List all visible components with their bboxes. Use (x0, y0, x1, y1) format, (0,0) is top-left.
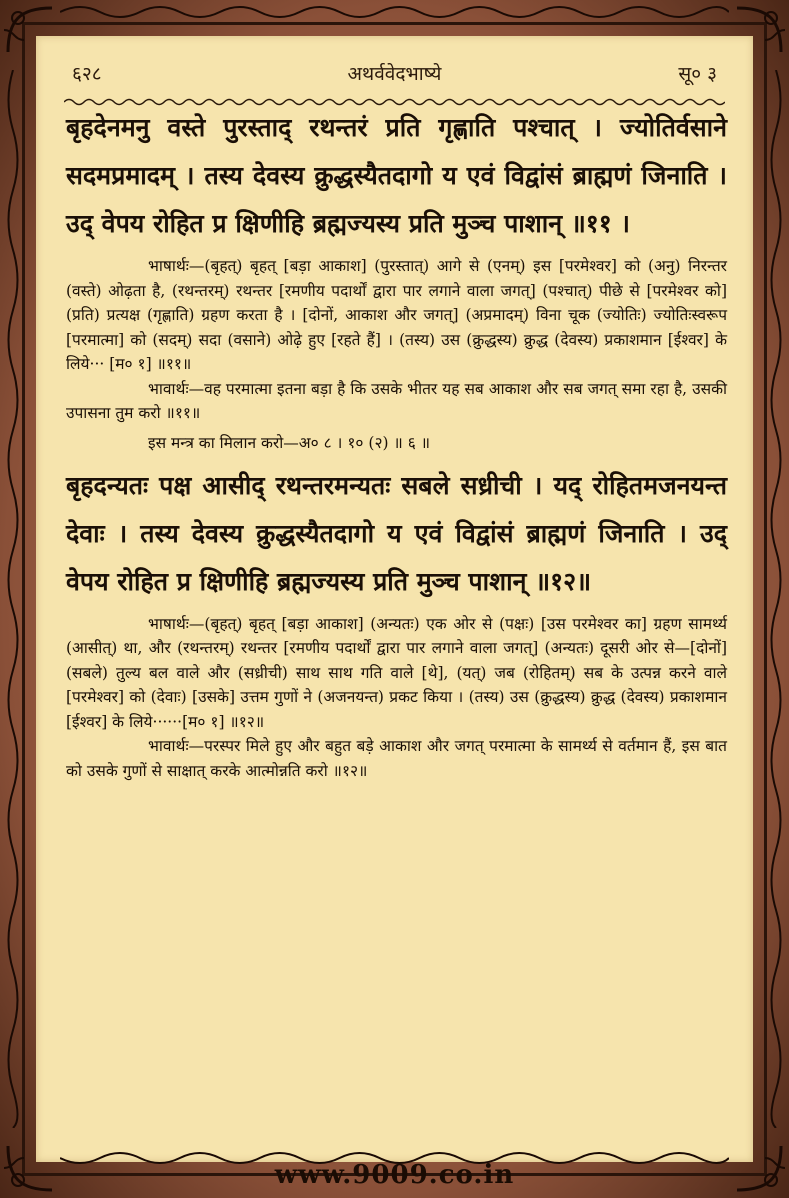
bhavarth-11 (66, 377, 727, 426)
sukta-number: सू० ३ (678, 63, 717, 85)
footer-url[interactable]: www.9009.co.in (274, 1160, 515, 1190)
mantra-11: बृहदेनमनु वस्ते पुरस्ताद् रथन्तरं प्रति गृह्णाति पश्चात् । ज्योतिर्वसाने सदमप्रमादम् । तस्य देवस्य क्रुद्धस्यैतदागो य एवं विद्वांसं ब्राह्मणं जिनाति । उद् वेपय रोहित प्र क्षिणीहि ब्रह्मज्यस्य प्रति मुञ्च पाशान् ॥११ । (66, 113, 727, 238)
bhasharth-12-text: भाषार्थः—(बृहत्) बृहत् [बड़ा आकाश] (अन्यतः) एक ओर से (पक्षः) [उस परमेश्वर का] ग्रहण सामर्थ्य (आसीत्) था, और (रथन्तरम्) रथन्तर [रमणीय पदार्थों द्वारा पार लगाने वाला जगत्] (अन्यतः) दूसरी ओर से—[दोनों] (सबले) तुल्य बल वाले और (सध्रीची) साथ साथ गति वाले [थे], (यत्) जब (रोहितम्) सब के उत्पन्न करने वाले [परमेश्वर] को (देवाः) [उसके] उत्तम गुणों ने (अजनयन्त) प्रकट किया । (तस्य) उस (क्रुद्धस्य) क्रुद्ध (देवस्य) प्रकाशमान [ईश्वर] के लिये······[म० १] ॥१२॥ (66, 614, 727, 731)
bhasharth-12 (66, 612, 727, 735)
bhasharth-11-text: भाषार्थः—(बृहत्) बृहत् [बड़ा आकाश] (पुरस्तात्) आगे से (एनम्) इस [परमेश्वर] को (अनु) निरन्तर (वस्ते) ओढ़ता है, (रथन्तरम्) रथन्तर [रमणीय पदार्थों द्वारा पार लगाने वाला जगत्] (पश्चात्) पीछे से [परमेश्वर को] (प्रति) प्रत्यक्ष (गृह्णाति) ग्रहण करता है । [दोनों, आकाश और जगत्] (अप्रमादम्) विना चूक (ज्योतिः) ज्योतिःस्वरूप [परमात्मा] को (सदम्) सदा (वसाने) ओढ़े हुए [रहते हैं] । (तस्य) उस (क्रुद्धस्य) क्रुद्ध (देवस्य) प्रकाशमान [ईश्वर] के लिये··· [म० १] ॥११॥ (66, 257, 727, 373)
cross-reference: इस मन्त्र का मिलान करो—अ० ८ । १० (२) ॥ ६ ॥ (148, 433, 430, 452)
left-border-ornament (2, 70, 24, 1128)
page-content (66, 104, 727, 783)
book-title: अथर्ववेदभाष्ये (347, 63, 442, 85)
bhavarth-12-text: भावार्थः—परस्पर मिले हुए और बहुत बड़े आकाश और जगत् परमात्मा के सामर्थ्य से वर्तमान हैं, इस बात को उसके गुणों से साक्षात् करके आत्मोन्नति करो ॥१२॥ (66, 737, 727, 780)
bhavarth-12 (66, 734, 727, 783)
bhavarth-11-text: भावार्थः—वह परमात्मा इतना बड़ा है कि उसके भीतर यह सब आकाश और सब जगत् समा रहा है, उसकी उपासना तुम करो ॥११॥ (66, 379, 727, 422)
page-header (72, 60, 717, 88)
book-page (36, 36, 753, 1162)
bhasharth-11 (66, 254, 727, 377)
header-rule (64, 92, 725, 102)
right-border-ornament (765, 70, 787, 1128)
mantra-12: बृहदन्यतः पक्ष आसीद् रथन्तरमन्यतः सबले सध्रीची । यद् रोहितमजनयन्त देवाः । तस्य देवस्य क्रुद्धस्यैतदागो य एवं विद्वांसं ब्राह्मणं जिनाति । उद् वेपय रोहित प्र क्षिणीहि ब्रह्मज्यस्य प्रति मुञ्च पाशान् ॥१२॥ (66, 470, 727, 596)
top-border-ornament (60, 2, 729, 22)
page-number: ६२८ (72, 63, 102, 85)
